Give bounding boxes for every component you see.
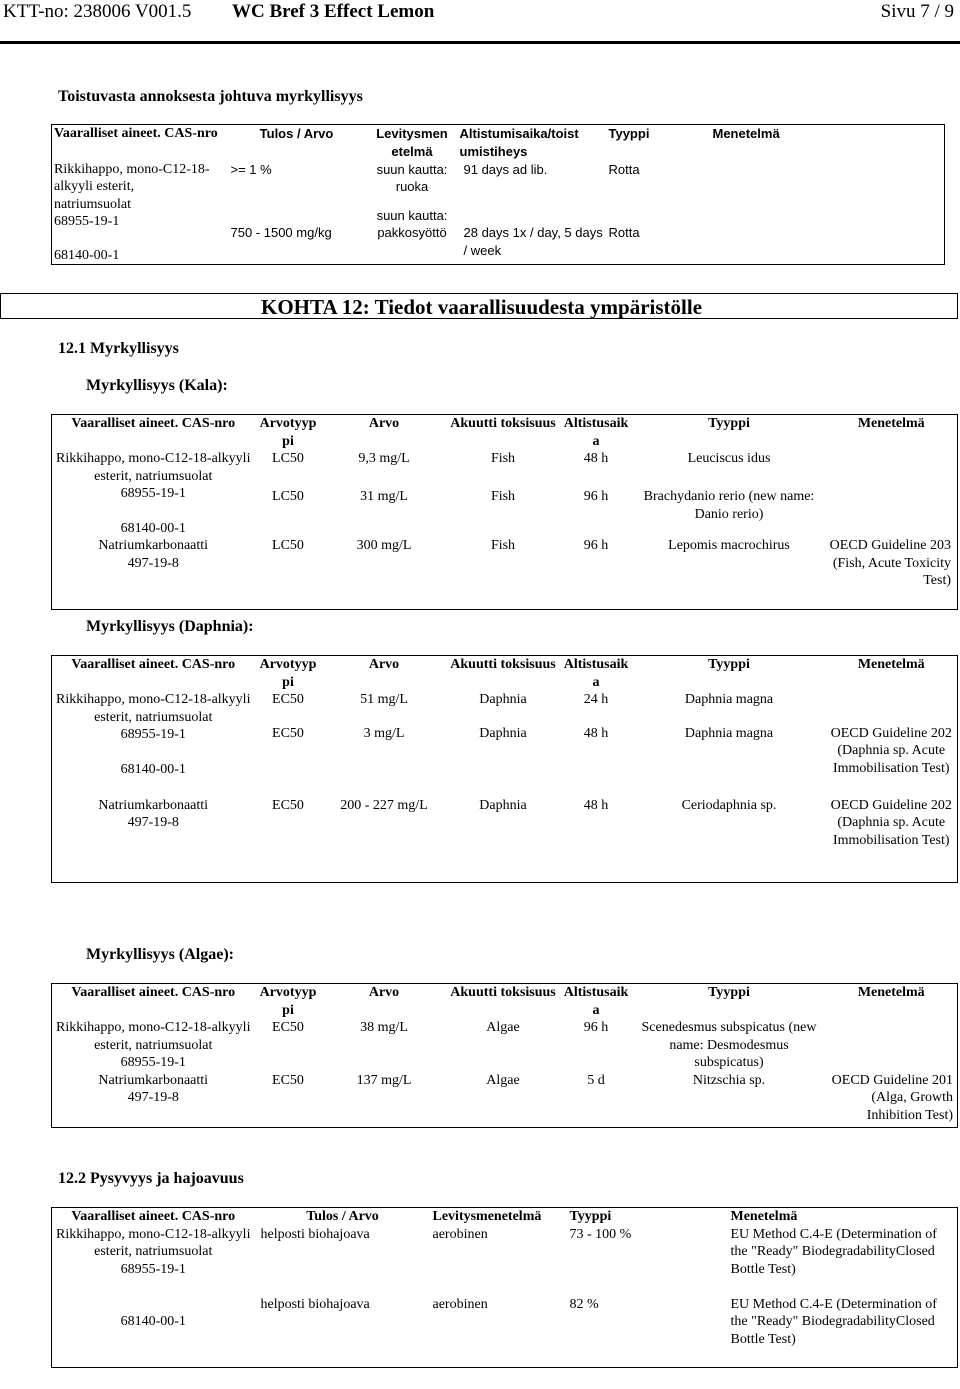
col-exposure-time: Altistusaik a [563, 416, 629, 449]
type-value: 82 % [569, 1296, 599, 1312]
acute-toxicity: Fish [490, 489, 516, 505]
col-exposure-time: Altistusaik a [563, 657, 629, 690]
acute-toxicity: Fish [490, 538, 516, 553]
species: Leuciscus idus [687, 451, 771, 466]
value: 51 mg/L [360, 692, 408, 707]
value-type: EC50 [272, 725, 304, 741]
substance-cell [52, 1226, 255, 1368]
route-cell [367, 161, 458, 265]
method [826, 691, 958, 709]
type-value: Rotta [608, 225, 640, 240]
value-type: EC50 [272, 1020, 304, 1035]
time-value: 91 days ad lib. [463, 161, 548, 177]
value-type: LC50 [272, 451, 304, 466]
value: 300 mg/L [356, 538, 412, 553]
cas-number: 497-19-8 [127, 815, 179, 830]
cas-number: 68955-19-1 [120, 727, 186, 742]
species: Nitzschia sp. [692, 1072, 766, 1088]
substance-cell [52, 537, 255, 609]
substance-cell [52, 691, 255, 797]
substance-cell [52, 797, 255, 883]
col-substance: Vaaralliset aineet. CAS-nro [71, 1209, 236, 1224]
species: Ceriodaphnia sp. [681, 797, 777, 813]
value: 137 mg/L [356, 1072, 412, 1088]
col-type: Tyyppi [569, 1209, 612, 1224]
exposure-time: 48 h [583, 451, 609, 466]
document-id: KTT-no: 238006 V001.5 [3, 1, 192, 22]
col-type: Tyyppi [708, 985, 750, 1000]
value: 3 mg/L [363, 725, 405, 741]
col-route: Levitysmen etelmä [376, 126, 448, 159]
route-value: suun kautta: pakkosyöttö [376, 207, 448, 240]
result-value: helposti biohajoava [260, 1226, 370, 1242]
acute-toxicity: Algae [486, 1020, 520, 1035]
col-type: Tyyppi [708, 657, 750, 672]
col-substance: Vaaralliset aineet. CAS-nro [71, 657, 236, 672]
exposure-time: 24 h [583, 692, 609, 707]
col-substance: Vaaralliset aineet. CAS-nro [71, 985, 236, 1000]
method: OECD Guideline 203 (Fish, Acute Toxicity Test) [829, 538, 951, 588]
exposure-time: 5 d [587, 1072, 605, 1088]
fish-title: Myrkyllisyys (Kala): [86, 377, 228, 394]
result-value: helposti biohajoava [260, 1296, 370, 1312]
route-value: aerobinen [432, 1226, 488, 1242]
method: EU Method C.4-E (Determination of the "Ready" BiodegradabilityClosed Bottle Test) [730, 1226, 937, 1277]
acute-toxicity: Algae [486, 1072, 520, 1088]
value-cell [227, 161, 367, 265]
exposure-time: 96 h [583, 538, 609, 553]
method-cell [711, 161, 945, 265]
cas-number: 497-19-8 [127, 555, 179, 571]
substance-name: Natriumkarbonaatti [98, 538, 209, 553]
substance-cell [52, 1072, 255, 1128]
method [826, 1019, 958, 1072]
cas-number: 68955-19-1 [54, 214, 120, 229]
time-value: 28 days 1x / day, 5 days / week [463, 225, 603, 258]
col-substance: Vaaralliset aineet. CAS-nro [54, 126, 218, 141]
exposure-time: 48 h [583, 725, 609, 741]
col-value: Tulos / Arvo [306, 1209, 379, 1224]
type-cell [607, 161, 711, 265]
repeat-tox-title: Toistuvasta annoksesta johtuva myrkyllisyys [58, 88, 363, 105]
exposure-time: 96 h [583, 1020, 609, 1035]
col-acute-toxicity: Akuutti toksisuus [450, 416, 556, 431]
value-type: LC50 [272, 538, 304, 553]
col-method: Menetelmä [712, 126, 780, 141]
value-type: EC50 [272, 692, 304, 707]
cas-number: 68955-19-1 [120, 486, 186, 501]
col-method: Menetelmä [857, 657, 925, 672]
acute-toxicity: Daphnia [479, 725, 527, 741]
exposure-time: 96 h [583, 489, 609, 505]
value-type: EC50 [272, 1072, 304, 1088]
col-route: Levitysmenetelmä [432, 1209, 542, 1224]
col-value: Arvo [368, 657, 400, 672]
substance-name: Rikkihappo, mono-C12-18-alkyyli esterit, natriumsuolat [56, 451, 251, 484]
method [826, 450, 958, 472]
exposure-time: 48 h [583, 797, 609, 813]
cas-number: 68955-19-1 [120, 1055, 186, 1070]
value: 200 - 227 mg/L [340, 797, 428, 813]
subsection-12-1: 12.1 Myrkyllisyys [58, 340, 179, 357]
substance-cell [52, 1019, 255, 1072]
col-substance: Vaaralliset aineet. CAS-nro [71, 416, 236, 431]
substance-name: Natriumkarbonaatti [98, 797, 209, 813]
algae-title: Myrkyllisyys (Algae): [86, 946, 234, 963]
result-value: 750 - 1500 mg/kg [230, 225, 332, 240]
cas-number: 68140-00-1 [120, 520, 186, 536]
acute-toxicity: Daphnia [479, 692, 527, 707]
method: OECD Guideline 202 (Daphnia sp. Acute Immobilisation Test) [830, 725, 952, 776]
result-value: >= 1 % [230, 161, 272, 177]
substance-name: Rikkihappo, mono-C12-18-alkyyli esterit, natriumsuolat [56, 692, 251, 725]
table-row [52, 537, 958, 609]
substance-name: Rikkihappo, mono-C12-18-alkyyli esterit, natriumsuolat [54, 161, 210, 212]
substance-name: Natriumkarbonaatti [98, 1072, 209, 1088]
acute-toxicity: Fish [490, 451, 516, 466]
algae-table [51, 983, 958, 1128]
value: 31 mg/L [360, 489, 408, 505]
species: Lepomis macrochirus [668, 538, 790, 553]
species: Brachydanio rerio (new name: Danio rerio) [643, 489, 815, 522]
repeat-tox-table [51, 124, 945, 265]
acute-toxicity: Daphnia [479, 797, 527, 813]
substance-name: Rikkihappo, mono-C12-18-alkyyli esterit, natriumsuolat [56, 1226, 251, 1259]
fish-table [51, 414, 958, 610]
col-method: Menetelmä [857, 416, 925, 431]
method: EU Method C.4-E (Determination of the "Ready" BiodegradabilityClosed Bottle Test) [730, 1296, 937, 1347]
table-row [52, 797, 958, 883]
substance-cell [52, 450, 255, 537]
cas-number: 68140-00-1 [54, 247, 120, 263]
col-value: Arvo [368, 985, 400, 1000]
method [826, 472, 958, 537]
col-type: Tyyppi [708, 416, 750, 431]
value-type: LC50 [272, 489, 304, 505]
value: 38 mg/L [360, 1020, 408, 1035]
type-value: 73 - 100 % [569, 1226, 632, 1242]
section-12-title: KOHTA 12: Tiedot vaarallisuudesta ympäristölle [261, 295, 703, 319]
col-acute-toxicity: Akuutti toksisuus [450, 657, 556, 672]
cas-number: 68140-00-1 [120, 1314, 186, 1329]
col-method: Menetelmä [857, 985, 925, 1000]
table-header-row [52, 415, 958, 451]
table-header-row [52, 656, 958, 692]
persistence-table [51, 1207, 958, 1368]
method: OECD Guideline 202 (Daphnia sp. Acute Immobilisation Test) [830, 797, 952, 848]
col-value: Arvo [368, 416, 400, 431]
table-header-row [52, 1208, 958, 1226]
table-row [52, 450, 958, 472]
substance-cell [52, 161, 227, 265]
table-row [52, 691, 958, 709]
value: 9,3 mg/L [358, 451, 410, 466]
col-value-type: Arvotyyp pi [259, 416, 317, 449]
table-row [52, 161, 945, 265]
col-acute-toxicity: Akuutti toksisuus [450, 985, 556, 1000]
table-row [52, 1019, 958, 1072]
daphnia-title: Myrkyllisyys (Daphnia): [86, 618, 254, 635]
col-type: Tyyppi [608, 126, 650, 141]
substance-name: Rikkihappo, mono-C12-18-alkyyli esterit, natriumsuolat [56, 1020, 251, 1053]
cas-number: 497-19-8 [127, 1090, 179, 1105]
daphnia-table [51, 655, 958, 883]
route-value: aerobinen [432, 1296, 488, 1312]
table-row [52, 1226, 958, 1296]
page-header [0, 0, 960, 24]
time-cell [458, 161, 607, 265]
header-rule [0, 41, 960, 44]
col-value: Tulos / Arvo [259, 126, 334, 141]
method: OECD Guideline 201 (Alga, Growth Inhibition Test) [831, 1072, 953, 1123]
species: Daphnia magna [684, 725, 774, 741]
table-header-row [52, 125, 945, 161]
product-title: WC Bref 3 Effect Lemon [232, 1, 435, 22]
section-12-banner [0, 293, 958, 319]
species: Scenedesmus subspicatus (new name: Desmodesmus subspicatus) [641, 1020, 817, 1070]
col-exposure-time: Altistusaik a [563, 985, 629, 1018]
subsection-12-2: 12.2 Pysyvyys ja hajoavuus [58, 1170, 244, 1187]
cas-number: 68955-19-1 [120, 1261, 186, 1277]
col-value-type: Arvotyyp pi [259, 657, 317, 690]
page-number: Sivu 7 / 9 [880, 1, 954, 22]
value-type: EC50 [272, 797, 304, 813]
col-time: Altistumisaika/toist umistiheys [459, 126, 579, 159]
table-row [52, 1072, 958, 1128]
col-method: Menetelmä [730, 1209, 798, 1224]
table-header-row [52, 984, 958, 1020]
type-value: Rotta [608, 161, 640, 177]
col-value-type: Arvotyyp pi [259, 985, 317, 1018]
route-value: suun kautta: ruoka [376, 161, 448, 194]
species: Daphnia magna [684, 692, 774, 707]
cas-number: 68140-00-1 [120, 761, 186, 777]
